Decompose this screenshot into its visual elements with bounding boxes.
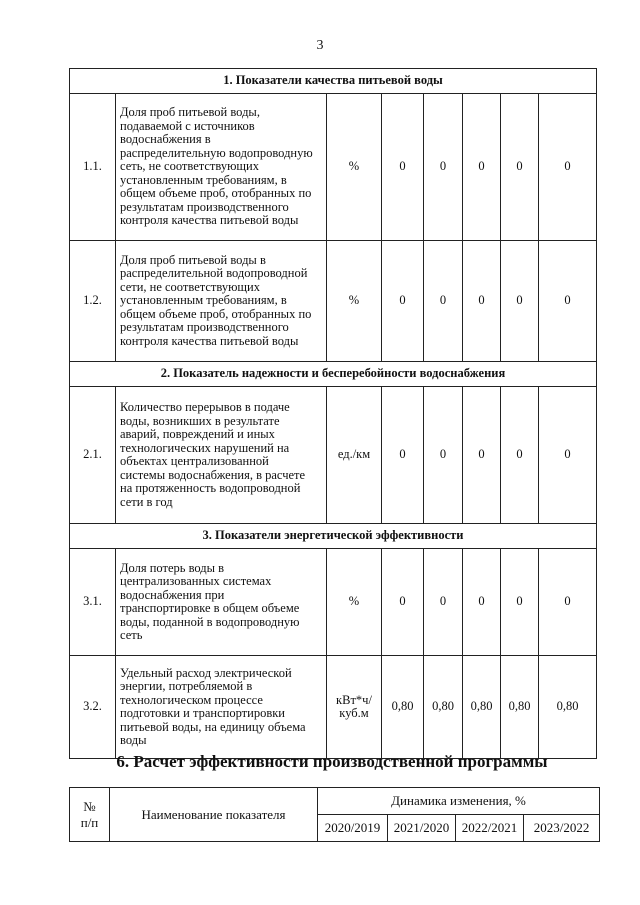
- name-line: водоснабжения при: [120, 587, 225, 602]
- row-number: 1.1.: [70, 94, 116, 241]
- section-heading: 6. Расчет эффективности производственной программы: [116, 752, 548, 771]
- value-cell: 0,80: [501, 656, 539, 759]
- section-title: 3. Показатели энергетической эффективности: [70, 524, 597, 549]
- unit-line: куб.м: [339, 706, 369, 720]
- name-line: воды, поданной в водопроводную: [120, 614, 300, 629]
- unit-line: кВт*ч/: [336, 692, 372, 707]
- table-row: [70, 387, 597, 524]
- unit: [327, 387, 382, 524]
- value-cell: 0: [501, 387, 539, 524]
- name-line: установленным требованиям, в: [120, 172, 287, 187]
- value-cell: 0: [463, 241, 501, 362]
- value-cell: 0: [463, 94, 501, 241]
- name-line: воды, возникших в результате: [120, 413, 280, 428]
- value-cell: 0: [424, 549, 463, 656]
- indicator-name: [116, 387, 327, 524]
- indicator-name: [116, 241, 327, 362]
- value-cell: 0: [382, 549, 424, 656]
- value-cell: 0: [539, 549, 597, 656]
- name-line: Доля проб питьевой воды в: [120, 252, 266, 267]
- value-cell: 0: [424, 94, 463, 241]
- value-cell: 0: [539, 387, 597, 524]
- unit-line: %: [348, 594, 360, 609]
- table-row: [70, 94, 597, 241]
- name-line: общем объеме проб, отобранных по: [120, 186, 312, 201]
- value-cell: 0,80: [463, 656, 501, 759]
- name-line: централизованных системах: [120, 574, 272, 588]
- name-line: результатам производственного: [120, 199, 289, 214]
- page-number: 3: [316, 38, 324, 53]
- row-number: 2.1.: [70, 387, 116, 524]
- indicator-name: [116, 656, 327, 759]
- name-line: распределительной водопроводной: [120, 266, 308, 281]
- num-header-line: №: [83, 798, 96, 814]
- unit-line: %: [348, 159, 360, 174]
- value-cell: 0: [501, 549, 539, 656]
- row-number: 3.1.: [70, 549, 116, 656]
- section-title: 1. Показатели качества питьевой воды: [70, 69, 597, 94]
- name-line: Доля потерь воды в: [120, 560, 225, 575]
- year-header: 2022/2021: [456, 815, 524, 842]
- value-cell: 0: [382, 241, 424, 362]
- name-line: Количество перерывов в подаче: [120, 400, 290, 414]
- section-header-1: [70, 69, 597, 94]
- name-line: подаваемой с источников: [120, 118, 255, 133]
- table-row: [70, 656, 597, 759]
- value-cell: 0: [463, 549, 501, 656]
- value-cell: 0: [382, 94, 424, 241]
- value-cell: 0: [501, 241, 539, 362]
- name-line: подготовки и транспортировки: [120, 706, 285, 720]
- name-line: сети, не соответствующих: [120, 279, 260, 294]
- table-header-row: [70, 788, 600, 815]
- value-cell: 0: [382, 387, 424, 524]
- unit: [327, 241, 382, 362]
- value-cell: 0,80: [539, 656, 597, 759]
- name-line: контроля качества питьевой воды: [120, 213, 299, 228]
- name-line: Доля проб питьевой воды,: [120, 105, 260, 120]
- value-cell: 0: [424, 241, 463, 362]
- num-header: [70, 788, 110, 842]
- unit-line: ед./км: [337, 447, 371, 462]
- name-line: энергии, потребляемой в: [120, 679, 253, 693]
- table-row: [70, 241, 597, 362]
- value-cell: 0: [539, 241, 597, 362]
- indicator-name: [116, 549, 327, 656]
- name-line: технологических нарушений на: [120, 440, 290, 455]
- unit: [327, 549, 382, 656]
- section-header-2: [70, 362, 597, 387]
- unit: [327, 656, 382, 759]
- name-line: сеть: [120, 628, 143, 642]
- name-line: распределительную водопроводную: [120, 145, 313, 160]
- name-line: контроля качества питьевой воды: [120, 333, 299, 348]
- value-cell: 0,80: [424, 656, 463, 759]
- year-header: 2021/2020: [388, 815, 456, 842]
- name-line: установленным требованиям, в: [120, 293, 287, 308]
- unit: [327, 94, 382, 241]
- value-cell: 0: [539, 94, 597, 241]
- indicators-table: [69, 68, 597, 759]
- table-row: [70, 549, 597, 656]
- name-line: Удельный расход электрической: [120, 665, 292, 680]
- year-header: 2020/2019: [318, 815, 388, 842]
- value-cell: 0: [501, 94, 539, 241]
- name-header: Наименование показателя: [110, 788, 318, 842]
- num-header-line: п/п: [80, 814, 99, 830]
- name-line: водоснабжения в: [120, 132, 211, 147]
- unit-line: %: [348, 293, 360, 308]
- name-line: сеть, не соответствующих: [120, 159, 260, 174]
- value-cell: 0: [424, 387, 463, 524]
- section-title: 2. Показатель надежности и бесперебойности водоснабжения: [70, 362, 597, 387]
- year-header: 2023/2022: [524, 815, 600, 842]
- value-cell: 0: [463, 387, 501, 524]
- name-line: системы водоснабжения, в расчете: [120, 467, 306, 482]
- name-line: аварий, повреждений и иных: [120, 427, 275, 441]
- name-line: воды: [120, 733, 147, 747]
- row-number: 1.2.: [70, 241, 116, 362]
- dynamics-header: Динамика изменения, %: [318, 788, 600, 815]
- name-line: транспортировке в общем объеме: [120, 601, 300, 615]
- section-header-3: [70, 524, 597, 549]
- indicator-name: [116, 94, 327, 241]
- name-line: технологическом процессе: [120, 692, 263, 707]
- name-line: сети в год: [120, 494, 173, 509]
- name-line: результатам производственного: [120, 320, 289, 335]
- name-line: общем объеме проб, отобранных по: [120, 306, 312, 321]
- row-number: 3.2.: [70, 656, 116, 759]
- name-line: объектах централизованной: [120, 454, 269, 468]
- name-line: питьевой воды, на единицу объема: [120, 719, 306, 734]
- efficiency-table: [69, 787, 600, 842]
- value-cell: 0,80: [382, 656, 424, 759]
- name-line: на протяженность водопроводной: [120, 481, 301, 495]
